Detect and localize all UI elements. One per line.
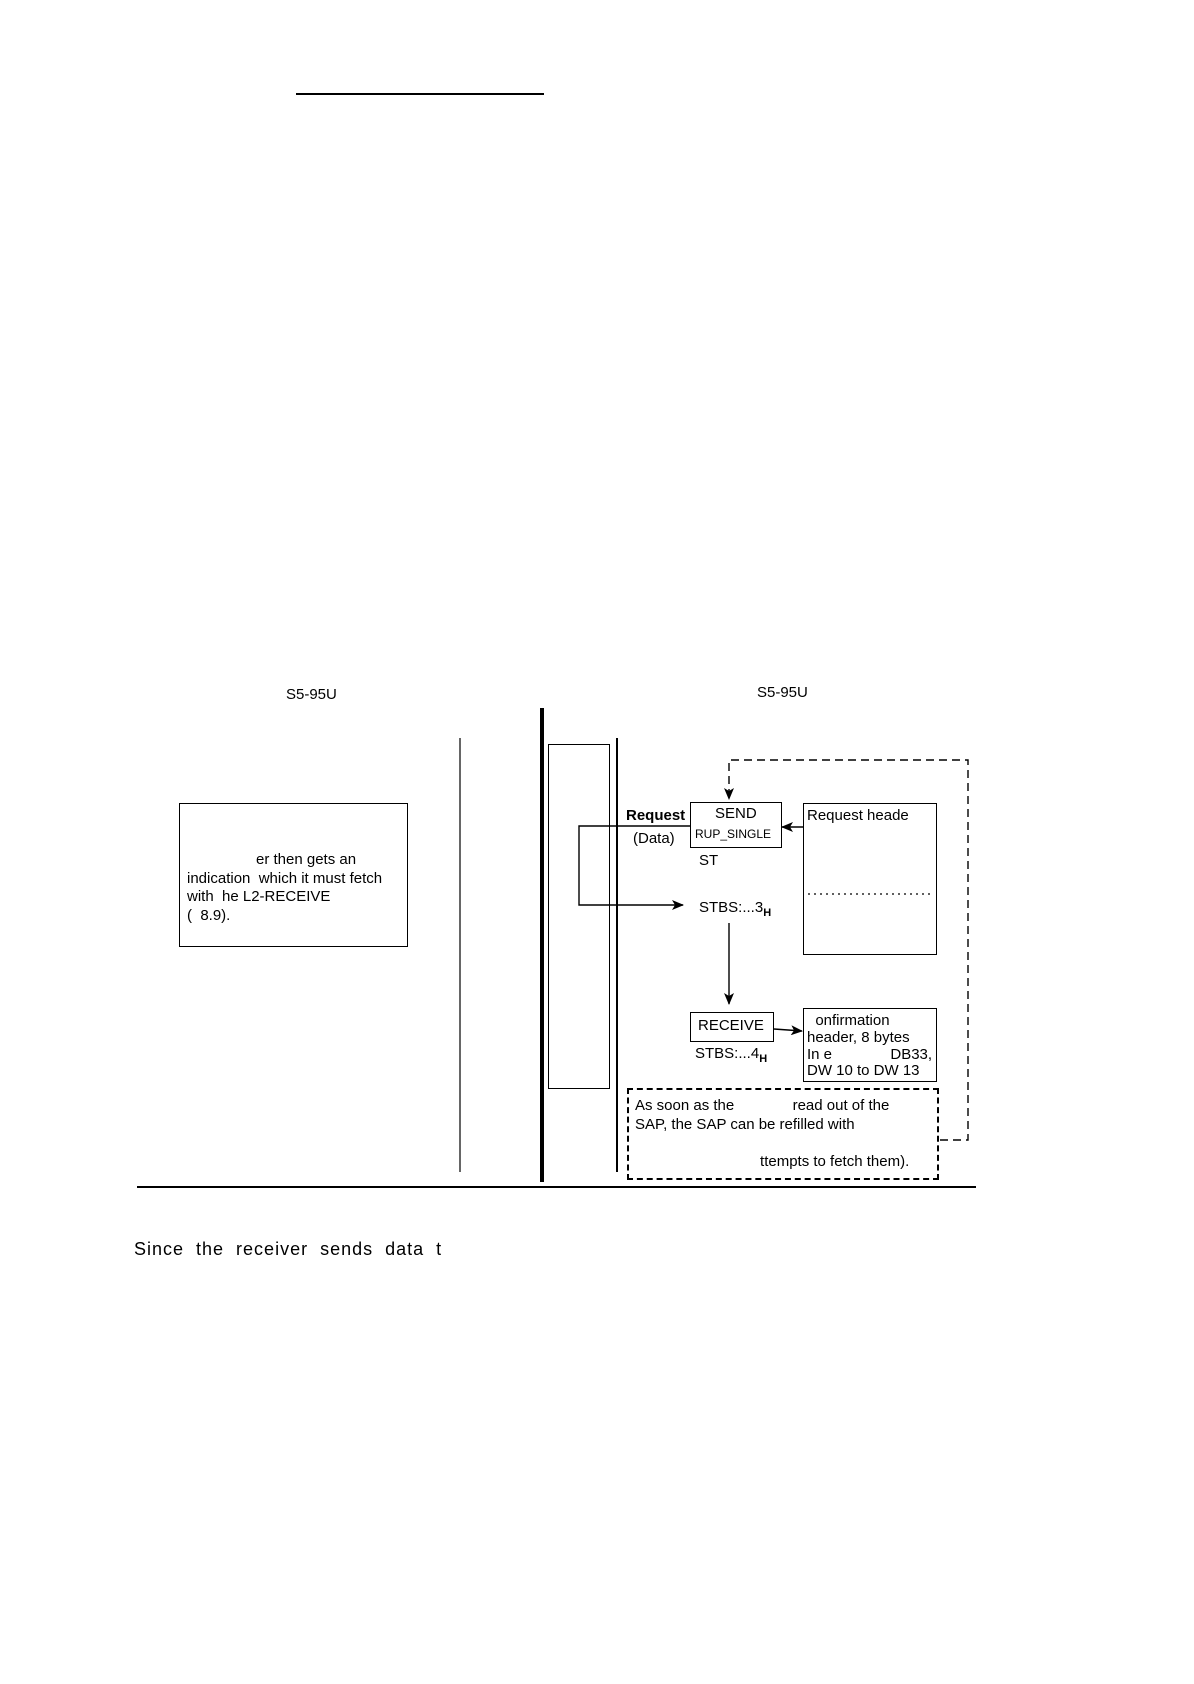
confirmation-line-1: onfirmation xyxy=(807,1012,890,1029)
request-header-box xyxy=(803,803,937,955)
st-label: ST xyxy=(699,852,719,869)
confirmation-line-4: DW 10 to DW 13 xyxy=(807,1062,920,1079)
refill-note-line-4: ttempts to fetch them). xyxy=(635,1153,910,1170)
receive-block-title: RECEIVE xyxy=(698,1017,764,1034)
send-block-title: SEND xyxy=(715,805,757,822)
refill-note-line-1: As soon as the read out of the xyxy=(635,1097,890,1114)
confirmation-line-3: In e DB33, xyxy=(807,1046,933,1063)
refill-note-line-2: SAP, the SAP can be refilled with xyxy=(635,1116,855,1133)
stbs-3-label: $STBS:...3_H$ xyxy=(699,899,772,919)
left-station-label: S5-95U xyxy=(286,686,337,703)
right-station-label: S5-95U xyxy=(757,684,808,701)
left-note-line-1: er then gets an xyxy=(256,851,357,868)
left-note-line-3: with he L2-RECEIVE xyxy=(187,888,331,905)
left-note-line-4: ( 8.9). xyxy=(187,907,231,924)
stbs-4-label: $STBS:...4_H$ xyxy=(695,1045,768,1065)
interface-block xyxy=(548,744,610,1089)
request-header-text: Request heade xyxy=(807,807,909,824)
data-label: (Data) xyxy=(633,830,675,847)
confirmation-line-2: header, 8 bytes xyxy=(807,1029,910,1046)
send-block-subtitle: RUP_SINGLE xyxy=(695,827,772,841)
left-note-line-2: indication which it must fetch xyxy=(187,870,383,887)
body-paragraph: Since the receiver sends data t xyxy=(134,1239,443,1259)
request-label: Request xyxy=(626,807,686,824)
